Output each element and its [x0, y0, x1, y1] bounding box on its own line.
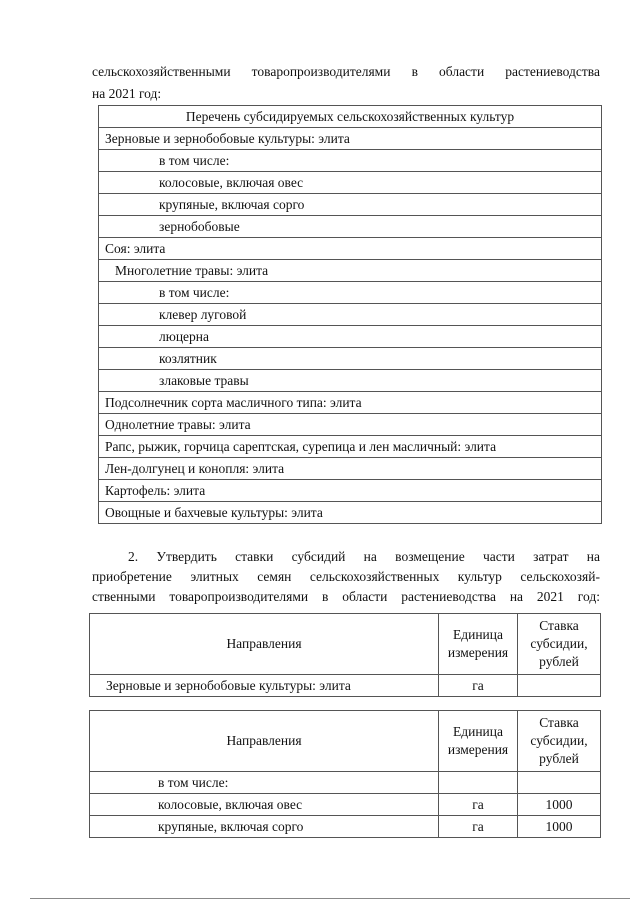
- crop-name: злаковые травы: [99, 370, 602, 392]
- rate-unit: га: [439, 794, 518, 816]
- paragraph-word: области: [342, 589, 388, 604]
- crop-row: [99, 458, 602, 480]
- crop-row: [99, 260, 602, 282]
- crop-row: [99, 326, 602, 348]
- paragraph-word: растениеводства: [401, 589, 496, 604]
- paragraph-word: семян: [257, 569, 292, 584]
- crop-name: Картофель: элита: [99, 480, 602, 502]
- paragraph-word: 2021: [536, 589, 564, 604]
- rate-direction: колосовые, включая овес: [90, 794, 439, 816]
- paragraph-word: ственными: [92, 589, 156, 604]
- crop-row: [99, 348, 602, 370]
- intro-word: в: [411, 64, 418, 79]
- rate-unit: га: [439, 816, 518, 838]
- paragraph-word: на: [509, 589, 524, 604]
- page-bottom-rule: [30, 898, 630, 899]
- intro-line-1: [92, 61, 600, 83]
- rate-row: [90, 675, 601, 697]
- header-direction: Направления: [90, 711, 439, 772]
- rate-direction: Зерновые и зернобобовые культуры: элита: [90, 675, 439, 697]
- crop-row: [99, 238, 602, 260]
- crop-row: [99, 480, 602, 502]
- crop-name: зернобобовые: [99, 216, 602, 238]
- rate-direction: в том числе:: [90, 772, 439, 794]
- header-rate: Ставка субсидии, рублей: [518, 614, 601, 675]
- intro-word: области: [439, 64, 485, 79]
- paragraph-word: год:: [577, 589, 600, 604]
- crop-row: [99, 216, 602, 238]
- paragraph-word: сельскохозяйственных: [309, 569, 440, 584]
- crop-name: Подсолнечник сорта масличного типа: элита: [99, 392, 602, 414]
- subsidized-crops-table: [98, 105, 602, 524]
- intro-text: [92, 61, 600, 105]
- paragraph-word: затрат: [533, 549, 569, 564]
- paragraph-word: элитных: [190, 569, 239, 584]
- paragraph-2: [92, 547, 600, 607]
- header-direction: Направления: [90, 614, 439, 675]
- paragraph-line: [92, 547, 600, 567]
- crop-row: [99, 172, 602, 194]
- paragraph-word: Утвердить: [156, 549, 217, 564]
- crop-name: люцерна: [99, 326, 602, 348]
- crop-row: [99, 128, 602, 150]
- crop-name: козлятник: [99, 348, 602, 370]
- paragraph-word: ставки: [235, 549, 274, 564]
- paragraph-word: части: [482, 549, 515, 564]
- crop-row: [99, 150, 602, 172]
- paragraph-line: [92, 587, 600, 607]
- paragraph-word: приобретение: [92, 569, 172, 584]
- paragraph-word: на: [363, 549, 377, 564]
- rate-value: [518, 675, 601, 697]
- header-unit: Единица измерения: [439, 614, 518, 675]
- header-rate: Ставка субсидии, рублей: [518, 711, 601, 772]
- crop-name: в том числе:: [99, 150, 602, 172]
- crop-name: Овощные и бахчевые культуры: элита: [99, 502, 602, 524]
- crop-row: [99, 194, 602, 216]
- rate-row: [90, 816, 601, 838]
- crop-row: [99, 370, 602, 392]
- paragraph-word: сельскохозяй-: [520, 569, 600, 584]
- crop-name: колосовые, включая овес: [99, 172, 602, 194]
- paragraph-word: субсидий: [291, 549, 346, 564]
- rate-value: 1000: [518, 794, 601, 816]
- paragraph-word: возмещение: [395, 549, 465, 564]
- crop-row: [99, 502, 602, 524]
- paragraph-word: культур: [457, 569, 502, 584]
- crop-name: в том числе:: [99, 282, 602, 304]
- paragraph-line: [92, 567, 600, 587]
- crop-name: Лен-долгунец и конопля: элита: [99, 458, 602, 480]
- rate-row: [90, 794, 601, 816]
- crop-name: Соя: элита: [99, 238, 602, 260]
- rate-value: [518, 772, 601, 794]
- crop-row: [99, 392, 602, 414]
- rate-unit: [439, 772, 518, 794]
- crop-name: крупяные, включая сорго: [99, 194, 602, 216]
- rates-table-2: [89, 710, 601, 838]
- rate-value: 1000: [518, 816, 601, 838]
- crop-row: [99, 304, 602, 326]
- crop-name: Рапс, рыжик, горчица сарептская, сурепица и лен масличный: элита: [99, 436, 602, 458]
- paragraph-word: товаропроизводителями: [169, 589, 309, 604]
- intro-word: товаропроизводителями: [251, 64, 391, 79]
- intro-line-2: на 2021 год:: [92, 86, 162, 101]
- intro-word: растениеводства: [505, 64, 600, 79]
- rates-table-1: [89, 613, 601, 697]
- paragraph-word: на: [586, 549, 600, 564]
- intro-word: сельскохозяйственными: [92, 64, 231, 79]
- paragraph-word: в: [322, 589, 329, 604]
- rate-unit: га: [439, 675, 518, 697]
- crop-name: Однолетние травы: элита: [99, 414, 602, 436]
- rate-direction: крупяные, включая сорго: [90, 816, 439, 838]
- paragraph-word: 2.: [128, 549, 139, 564]
- crop-name: клевер луговой: [99, 304, 602, 326]
- crop-name: Многолетние травы: элита: [99, 260, 602, 282]
- crops-table-header: Перечень субсидируемых сельскохозяйственных культур: [99, 106, 602, 128]
- crop-row: [99, 282, 602, 304]
- crop-name: Зерновые и зернобобовые культуры: элита: [99, 128, 602, 150]
- crop-row: [99, 414, 602, 436]
- header-unit: Единица измерения: [439, 711, 518, 772]
- rate-row: [90, 772, 601, 794]
- crop-row: [99, 436, 602, 458]
